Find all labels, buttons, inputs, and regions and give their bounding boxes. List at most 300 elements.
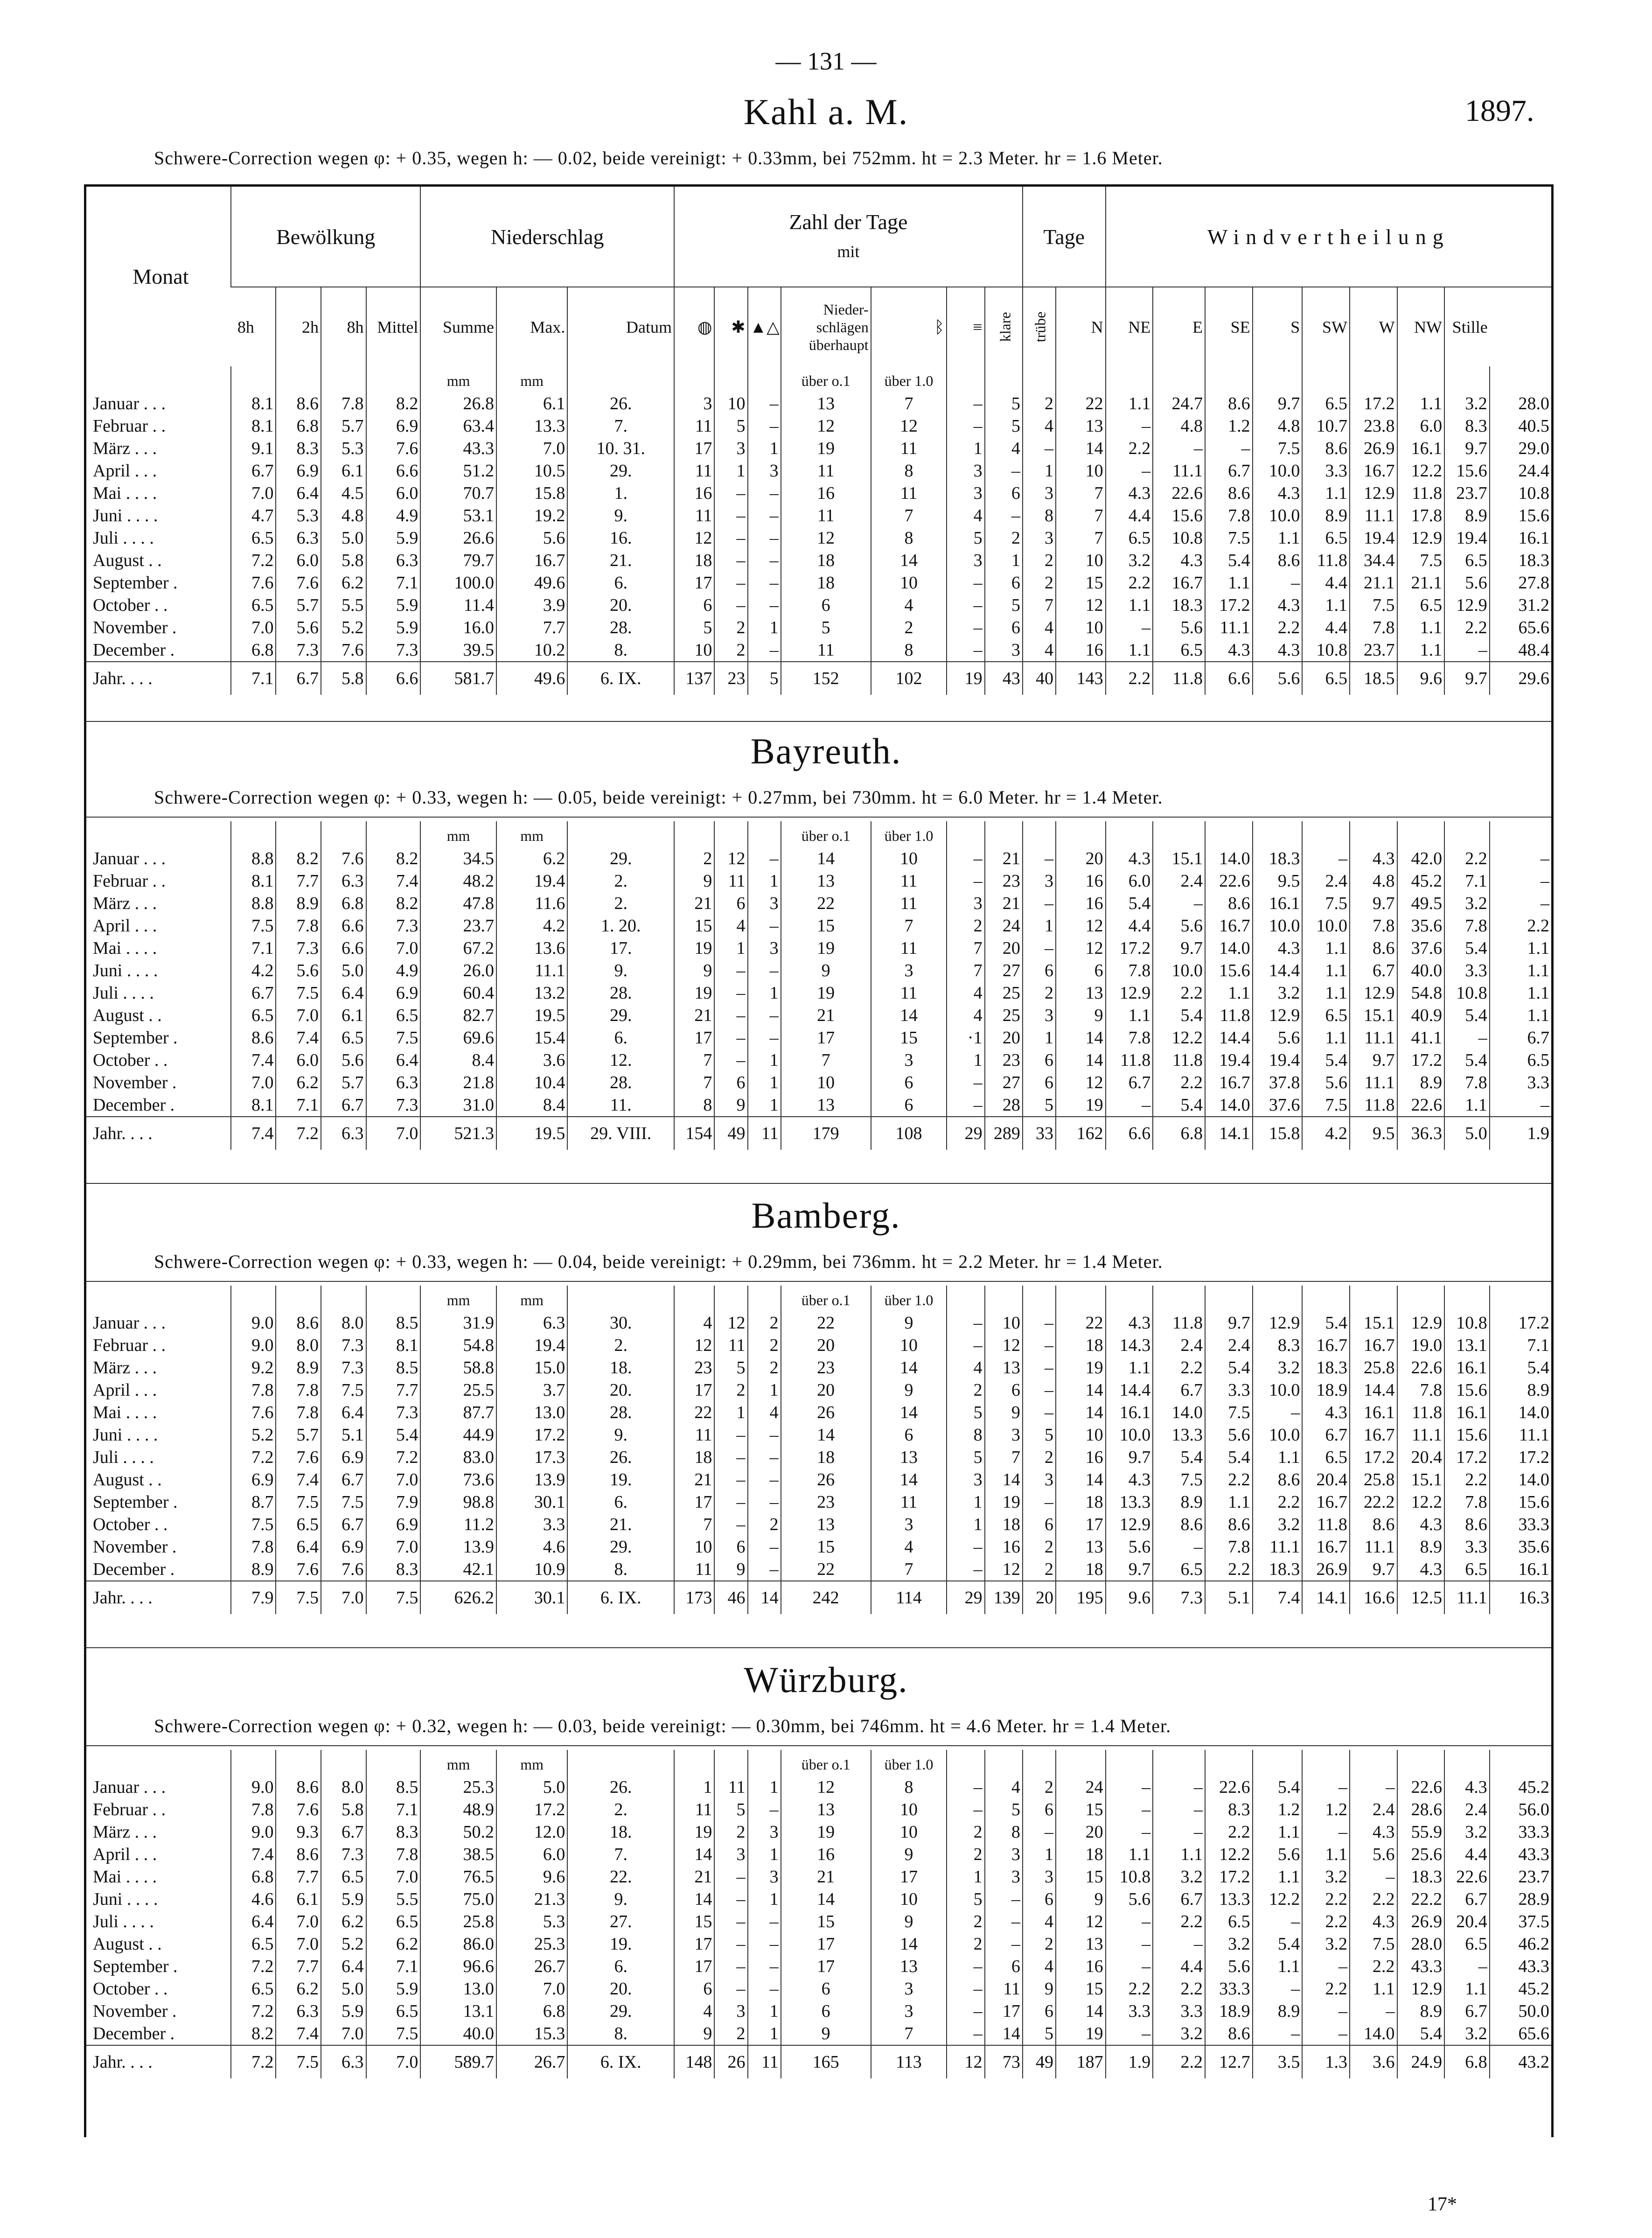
value-cell: 3 [947,1469,984,1491]
value-cell: 15.6 [1153,504,1205,527]
value-cell: 7 [871,2022,947,2045]
value-cell: 8.6 [1153,1513,1205,1536]
value-cell: 8.9 [276,892,321,915]
value-cell: – [1490,892,1551,915]
value-cell: 56.0 [1490,1798,1551,1821]
value-cell: 6 [781,1978,871,2000]
value-cell: 6 [714,1071,747,1094]
value-cell: 3 [1023,870,1056,892]
month-cell: August . . [93,551,162,570]
value-cell: 17.2 [1397,1049,1445,1071]
value-cell: 9. [567,959,674,982]
value-cell: 1 [947,437,984,460]
value-cell: 2 [1023,1536,1056,1558]
value-cell: 6.2 [276,1071,321,1094]
value-cell: – [1153,1933,1205,1955]
value-cell: 17.2 [1205,1866,1253,1888]
value-cell: 14 [985,2022,1023,2045]
value-cell: 1 [748,1379,781,1401]
unit-cell [1490,366,1551,390]
value-cell: 11 [674,1798,714,1821]
value-cell: 6.5 [366,1910,421,1933]
value-cell: – [1253,1978,1303,2000]
value-cell: 28. [567,1401,674,1424]
value-cell: 16.1 [1397,437,1445,460]
value-cell: – [1023,1357,1056,1379]
value-cell: 6.1 [321,1004,366,1027]
header-niederschlag: Niederschlag [420,187,674,287]
jahr-value: 30.1 [496,1581,567,1614]
value-cell: 31.0 [420,1094,496,1117]
value-cell: 13 [1056,1933,1106,1955]
value-cell: 43.3 [420,437,496,460]
value-cell: 22 [674,1401,714,1424]
value-cell: 4.3 [1106,1309,1153,1334]
value-cell: 4 [985,1773,1023,1798]
value-cell: 1 [1023,915,1056,937]
value-cell: 5 [1023,1424,1056,1446]
value-cell: 9.1 [231,437,276,460]
value-cell: 9 [781,959,871,982]
jahr-value: 43.2 [1490,2045,1551,2078]
value-cell: 6.6 [321,915,366,937]
value-cell: 6 [1023,1798,1056,1821]
value-cell: 7.5 [1397,549,1445,572]
unit-cell [231,366,276,390]
unit-uebero1: über o.1 [781,821,871,845]
value-cell: 17.2 [496,1798,567,1821]
month-cell: Juli . . . . [93,983,154,1003]
value-cell: 6.7 [1350,959,1397,982]
value-cell: 9.7 [1253,390,1303,415]
value-cell: 19. [567,1933,674,1955]
value-cell: 25.8 [420,1910,496,1933]
value-cell: 11 [871,982,947,1004]
value-cell: 5 [985,415,1023,437]
value-cell: 82.7 [420,1004,496,1027]
unit-cell [1153,821,1205,845]
month-cell: Mai . . . . [93,1867,157,1887]
value-cell: 7.8 [1205,1536,1253,1558]
jahr-value: 7.0 [366,1117,421,1150]
value-cell: 8.6 [231,1027,276,1049]
value-cell: 10.2 [496,639,567,662]
value-cell: 7.2 [366,1446,421,1469]
value-cell: 15 [674,1910,714,1933]
value-cell: 7.6 [321,639,366,662]
jahr-value: 9.6 [1397,662,1445,695]
value-cell: 6.5 [1205,1910,1253,1933]
value-cell: 29. [567,2000,674,2022]
value-cell: 5.9 [321,2000,366,2022]
value-cell: 13 [871,1446,947,1469]
value-cell: 2.4 [1302,870,1350,892]
value-cell: 13.3 [1205,1888,1253,1910]
value-cell: 2 [1023,1558,1056,1581]
value-cell: 3 [985,1424,1023,1446]
value-cell: 16.1 [1490,1558,1551,1581]
value-cell: 6 [714,892,747,915]
value-cell: 14.4 [1106,1379,1153,1401]
value-cell: 7.0 [321,2022,366,2045]
value-cell: 16.0 [420,616,496,639]
value-cell: 5.4 [1205,1357,1253,1379]
value-cell: 7.0 [366,937,421,959]
value-cell: 14 [781,1888,871,1910]
value-cell: 4 [1023,1955,1056,1978]
value-cell: 10 [871,1821,947,1843]
month-cell: October . . [93,1050,168,1070]
value-cell: 3.3 [1444,959,1490,982]
value-cell: 7.6 [321,845,366,870]
jahr-value: 29 [947,1581,984,1614]
value-cell: 19 [1056,1094,1106,1117]
value-cell: 7.1 [1490,1334,1551,1357]
value-cell: 5 [947,527,984,549]
value-cell: 12.9 [1397,527,1445,549]
value-cell: 16 [1056,1955,1106,1978]
value-cell: 12 [781,527,871,549]
value-cell: – [748,549,781,572]
value-cell: 7.5 [231,1513,276,1536]
value-cell: 17.2 [1106,937,1153,959]
table-row [86,1469,1551,1491]
value-cell: 7.0 [276,1004,321,1027]
value-cell: 6.3 [496,1309,567,1334]
value-cell: 21 [985,892,1023,915]
value-cell: – [1205,437,1253,460]
value-cell: 3 [947,460,984,482]
value-cell: 44.9 [420,1424,496,1446]
jahr-value: 7.2 [231,2045,276,2078]
jahr-value: 6.3 [321,1117,366,1150]
value-cell: 23.7 [1444,482,1490,504]
value-cell: 16 [985,1536,1023,1558]
month-cell: April . . . [93,1380,157,1400]
value-cell: 8.8 [231,892,276,915]
value-cell: 5 [674,616,714,639]
value-cell: – [947,1309,984,1334]
value-cell: 10 [871,1798,947,1821]
value-cell: 8.3 [366,1558,421,1581]
value-cell: 6 [1023,1071,1056,1094]
value-cell: 5 [947,1401,984,1424]
value-cell: 16.7 [1205,915,1253,937]
jahr-value: 40 [1023,662,1056,695]
value-cell: 19.4 [1444,527,1490,549]
value-cell: 12.9 [1106,1513,1153,1536]
jahr-value: 14 [748,1581,781,1614]
value-cell: 6.7 [321,1513,366,1536]
value-cell: 20. [567,1379,674,1401]
value-cell: 39.5 [420,639,496,662]
value-cell: – [714,1049,747,1071]
table-row [86,1978,1551,2000]
jahr-value: 589.7 [420,2045,496,2078]
value-cell: 15 [1056,1798,1106,1821]
value-cell: 10.0 [1153,959,1205,982]
value-cell: – [748,1558,781,1581]
value-cell: 13 [781,1513,871,1536]
value-cell: 9 [871,1843,947,1866]
value-cell: 8.8 [231,845,276,870]
value-cell: 6.5 [231,1978,276,2000]
value-cell: 10 [781,1071,871,1094]
unit-cell [321,366,366,390]
value-cell: 1.1 [1490,937,1551,959]
value-cell: 15 [1056,1978,1106,2000]
value-cell: 7.8 [231,1798,276,1821]
value-cell: 17 [674,1955,714,1978]
value-cell: 8.6 [1205,390,1253,415]
value-cell: 14 [985,1469,1023,1491]
table-row [86,1049,1551,1071]
value-cell: 7.8 [276,1401,321,1424]
value-cell: 2.2 [1153,1357,1205,1379]
month-cell: Mai . . . . [93,483,157,503]
value-cell: 12 [781,415,871,437]
value-cell: 29. [567,1004,674,1027]
value-cell: 7.1 [366,572,421,594]
value-cell: 7.0 [276,1910,321,1933]
value-cell: 3.3 [1205,1379,1253,1401]
table-row [86,915,1551,937]
value-cell: 15.6 [1490,504,1551,527]
value-cell: 5.9 [366,527,421,549]
value-cell: – [947,2022,984,2045]
value-cell: 10.8 [1106,1866,1153,1888]
unit-cell [231,821,276,845]
value-cell: 17 [674,1379,714,1401]
value-cell: 15.6 [1444,1424,1490,1446]
value-cell: 14 [781,845,871,870]
value-cell: 1 [947,1513,984,1536]
value-cell: 10 [674,639,714,662]
col-wind-w: W [1350,287,1397,366]
value-cell: 9. [567,1424,674,1446]
value-cell: 14 [871,1357,947,1379]
value-cell: 1.1 [1253,1821,1303,1843]
value-cell: 12.9 [1350,982,1397,1004]
value-cell: 43.3 [1490,1843,1551,1866]
value-cell: 1 [1023,1843,1056,1866]
value-cell: 3 [985,1843,1023,1866]
value-cell: 22.6 [1205,870,1253,892]
value-cell: 33.3 [1205,1978,1253,2000]
unit-cell [567,1286,674,1309]
value-cell: – [1153,892,1205,915]
value-cell: 8.6 [276,1843,321,1866]
value-cell: 6.3 [366,549,421,572]
unit-cell [1153,366,1205,390]
value-cell: 14 [1056,1469,1106,1491]
value-cell: – [1023,1491,1056,1513]
value-cell: 12.9 [1397,1978,1445,2000]
value-cell: 9.7 [1106,1558,1153,1581]
value-cell: – [1490,1094,1551,1117]
value-cell: 1 [1023,1027,1056,1049]
jahr-value: 9.5 [1350,1117,1397,1150]
jahr-value: 16.3 [1490,1581,1551,1614]
value-cell: 7.3 [276,937,321,959]
value-cell: 7.8 [1205,504,1253,527]
jahr-value: 14.1 [1205,1117,1253,1150]
value-cell: 17 [985,2000,1023,2022]
value-cell: 13 [871,1955,947,1978]
value-cell: 2 [985,527,1023,549]
page-number: — 131 — [775,47,877,75]
jahr-value: 154 [674,1117,714,1150]
section-divider [86,817,1551,818]
value-cell: 70.7 [420,482,496,504]
value-cell: 2.2 [1106,437,1153,460]
value-cell: 4 [674,2000,714,2022]
value-cell: 7.2 [231,1446,276,1469]
value-cell: 19.4 [496,870,567,892]
value-cell: 24.7 [1153,390,1205,415]
station-table [86,366,1551,695]
value-cell: 15.1 [1350,1004,1397,1027]
value-cell: 12 [781,1773,871,1798]
value-cell: 9.7 [1106,1446,1153,1469]
value-cell: 4 [1023,639,1056,662]
value-cell: 13 [781,1094,871,1117]
value-cell: 11 [781,504,871,527]
jahr-value: 36.3 [1397,1117,1445,1150]
value-cell: 3.2 [1302,1933,1350,1955]
value-cell: 2.2 [1444,1469,1490,1491]
value-cell: 6.5 [1106,527,1153,549]
value-cell: 8.1 [231,390,276,415]
value-cell: 5.3 [276,504,321,527]
value-cell: – [748,572,781,594]
value-cell: 9 [714,1094,747,1117]
value-cell: 6.7 [1153,1888,1205,1910]
value-cell: – [714,1469,747,1491]
value-cell: 67.2 [420,937,496,959]
value-cell: 3.2 [1253,1513,1303,1536]
value-cell: 6 [985,482,1023,504]
value-cell: 8.2 [366,390,421,415]
value-cell: 8.6 [1350,1513,1397,1536]
value-cell: 9 [871,1309,947,1334]
value-cell: 3.3 [496,1513,567,1536]
value-cell: 1.1 [1302,982,1350,1004]
value-cell: 10.8 [1153,527,1205,549]
jahr-value: 7.4 [231,1117,276,1150]
value-cell: 1.1 [1302,482,1350,504]
value-cell: 5.4 [1302,1309,1350,1334]
value-cell: 1.1 [1205,982,1253,1004]
value-cell: 17 [781,1933,871,1955]
value-cell: 3 [714,1843,747,1866]
value-cell: 22 [781,892,871,915]
table-row [86,1798,1551,1821]
value-cell: 5.3 [496,1910,567,1933]
value-cell: 21 [781,1004,871,1027]
unit-uebero1: über o.1 [781,366,871,390]
unit-cell [231,1750,276,1773]
header-zahl-der-tage: Zahl der Tage mit [674,187,1023,287]
value-cell: 5.6 [276,959,321,982]
value-cell: 2.2 [1350,1955,1397,1978]
unit-cell [86,366,231,390]
value-cell: 16.1 [1444,1357,1490,1379]
value-cell: 17.2 [1444,1446,1490,1469]
value-cell: 31.9 [420,1309,496,1334]
value-cell: 6 [1023,2000,1056,2022]
value-cell: – [1106,1773,1153,1798]
value-cell: 6.5 [1302,1446,1350,1469]
value-cell: 2.2 [1153,1071,1205,1094]
value-cell: 2. [567,1798,674,1821]
value-cell: – [1106,1798,1153,1821]
unit-cell [321,821,366,845]
value-cell: 5.6 [1253,1027,1303,1049]
value-cell: 7.9 [366,1491,421,1513]
value-cell: 9.7 [1153,937,1205,959]
value-cell: 8.0 [321,1309,366,1334]
value-cell: – [947,572,984,594]
value-cell: 2 [714,639,747,662]
footer-mark: 17* [1428,2194,1457,2215]
value-cell: 3.2 [1253,1357,1303,1379]
value-cell: 11 [985,1978,1023,2000]
value-cell: 40.5 [1490,415,1551,437]
value-cell: 18.9 [1205,2000,1253,2022]
value-cell: 1.1 [1106,594,1153,616]
value-cell: 12.2 [1397,460,1445,482]
month-cell: September . [93,1957,178,1976]
jahr-value: 7.0 [366,2045,421,2078]
value-cell: 20.4 [1302,1469,1350,1491]
value-cell: – [1023,1334,1056,1357]
value-cell: 22 [1056,1309,1106,1334]
value-cell: 8.1 [231,870,276,892]
unit-cell [1302,1286,1350,1309]
value-cell: 8.9 [231,1558,276,1581]
value-cell: 50.2 [420,1821,496,1843]
value-cell: 3.2 [1106,549,1153,572]
value-cell: 7.0 [231,482,276,504]
jahr-value: 12.7 [1205,2045,1253,2078]
value-cell: 51.2 [420,460,496,482]
table-row [86,1910,1551,1933]
value-cell: 28 [985,1094,1023,1117]
unit-uebero1: über o.1 [781,1286,871,1309]
month-cell: Juni . . . . [93,1425,158,1445]
value-cell: 9 [1056,1888,1106,1910]
value-cell: 17.2 [1490,1446,1551,1469]
value-cell: 6 [985,572,1023,594]
value-cell: 12 [1056,1910,1106,1933]
value-cell: 4.6 [231,1888,276,1910]
value-cell: 26.6 [420,527,496,549]
value-cell: 2 [947,1933,984,1955]
value-cell: 11 [871,870,947,892]
unit-cell [276,1750,321,1773]
value-cell: 21 [674,1469,714,1491]
value-cell: 7.2 [231,549,276,572]
month-cell: Juni . . . . [93,506,158,525]
value-cell: – [985,1888,1023,1910]
value-cell: – [947,594,984,616]
jahr-value: 7.5 [366,1581,421,1614]
value-cell: 26 [781,1469,871,1491]
table-row [86,527,1551,549]
value-cell: 14 [781,1424,871,1446]
unit-cell [1397,1750,1445,1773]
